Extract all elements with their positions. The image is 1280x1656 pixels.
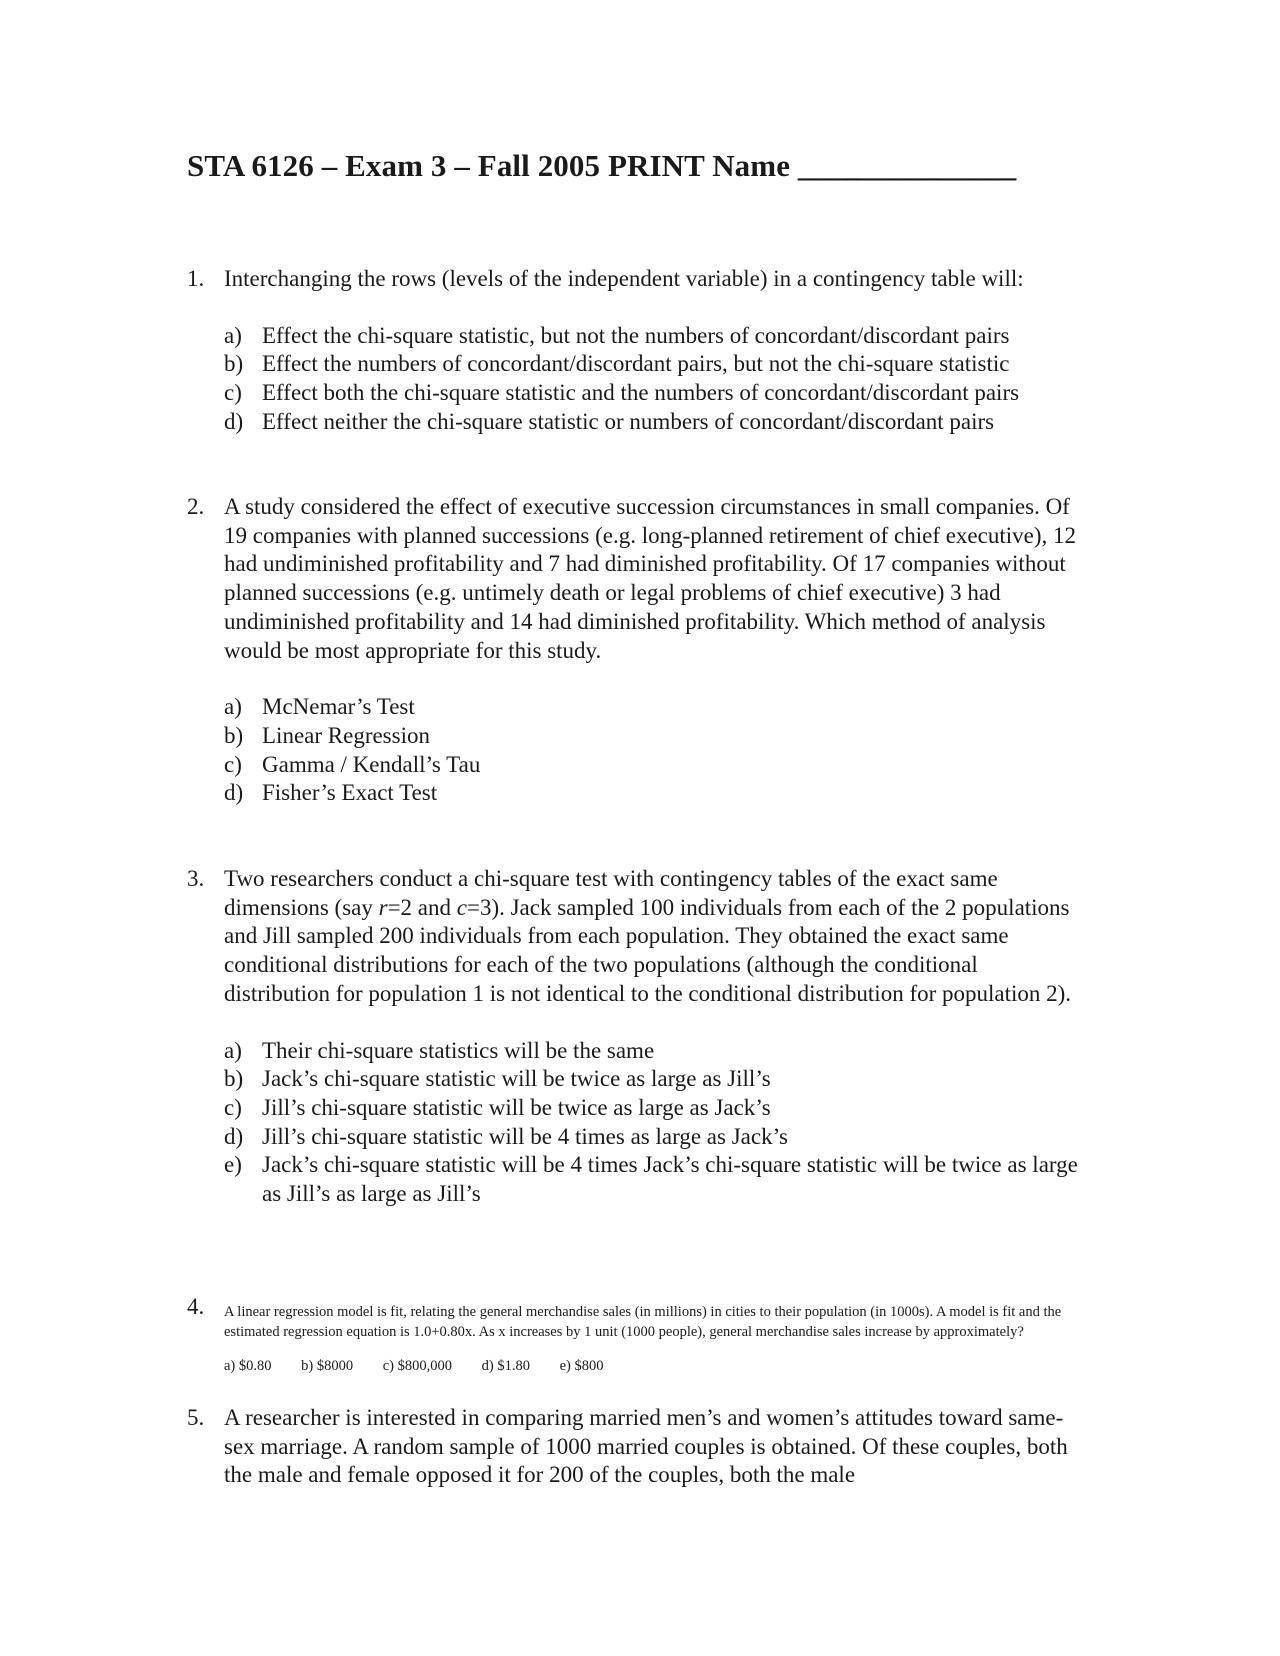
question-number: 5. — [187, 1405, 205, 1430]
question-number: 4. — [187, 1294, 205, 1319]
option-d: d) $1.80 — [481, 1358, 530, 1374]
question-number: 2. — [187, 494, 205, 519]
option-list — [224, 693, 1087, 808]
question-stem: Two researchers conduct a chi-square test with contingency tables of the exact same dimensions (say r=2 and c=3). Jack sampled 100 individuals from each of the 2 populations and Jill sampled 200 individuals from each population. They obtained the exact same conditional distributions for each of the two populations (although the conditional distribution for population 1 is not identical to the conditional distribution for population 2). — [224, 866, 1072, 1006]
question-5 — [187, 1404, 1087, 1490]
option-c: c) Jill’s chi-square statistic will be twice as large as Jack’s — [224, 1094, 771, 1120]
question-stem: A linear regression model is fit, relating the general merchandise sales (in millions) in cities to their population (in 1000s). A model is fit and the estimated regression equation is 1.0+0.80x. As x increases by 1 unit (1000 people), general merchandise sales increase by approximately? — [224, 1304, 1062, 1340]
option-list — [224, 322, 1087, 437]
option-b: b) Jack’s chi-square statistic will be twice as large as Jill’s — [224, 1066, 771, 1092]
question-3 — [187, 865, 1087, 1209]
question-stem: Interchanging the rows (levels of the independent variable) in a contingency table will: — [224, 266, 1024, 291]
option-c: c) Gamma / Kendall’s Tau — [224, 751, 481, 777]
option-e: e) $800 — [559, 1358, 604, 1374]
question-2 — [187, 493, 1087, 808]
option-d: d) Jill’s chi-square statistic will be 4 times as large as Jack’s — [224, 1123, 788, 1149]
question-number: 1. — [187, 266, 205, 291]
question-stem: A researcher is interested in comparing married men’s and women’s attitudes toward same-sex marriage. A random sample of 1000 married couples is obtained. Of these couples, both the male and female opposed it for 200 of the couples, both the male — [224, 1405, 1068, 1488]
option-a: a) $0.80 — [224, 1358, 272, 1374]
option-c: c) $800,000 — [382, 1358, 452, 1374]
option-b: b) Effect the numbers of concordant/discordant pairs, but not the chi-square statistic — [224, 351, 1010, 377]
option-list — [224, 1037, 1087, 1209]
option-b: b) $8000 — [301, 1358, 354, 1374]
option-d: d) Fisher’s Exact Test — [224, 780, 438, 806]
option-a: a) McNemar’s Test — [224, 694, 415, 720]
exam-title: STA 6126 – Exam 3 – Fall 2005 PRINT Name ______________ — [187, 148, 1017, 183]
option-a: a) Their chi-square statistics will be the same — [224, 1037, 655, 1063]
option-e: e) Jack’s chi-square statistic will be 4 times Jack’s chi-square statistic will be twice as large as Jill’s as large as Jill’s — [224, 1152, 1078, 1207]
question-number: 3. — [187, 866, 205, 891]
question-1 — [187, 265, 1087, 437]
option-c: c) Effect both the chi-square statistic and the numbers of concordant/discordant pairs — [224, 380, 1020, 406]
variable-c: c — [456, 894, 467, 920]
question-4 — [187, 1294, 1087, 1377]
option-b: b) Linear Regression — [224, 722, 430, 748]
option-a: a) Effect the chi-square statistic, but not the numbers of concordant/discordant pairs — [224, 322, 1010, 348]
variable-r: r — [378, 894, 388, 920]
question-stem: A study considered the effect of executive succession circumstances in small companies. Of 19 companies with planned successions (e.g. long-planned retirement of chief executive), 12 had undiminished profitability and 7 had diminished profitability. Of 17 companies without planned successions (e.g. untimely death or legal problems of chief executive) 3 had undiminished profitability and 14 had diminished profitability. Which method of analysis would be most appropriate for this study. — [224, 494, 1076, 663]
option-list — [224, 1357, 1087, 1377]
option-d: d) Effect neither the chi-square statistic or numbers of concordant/discordant pairs — [224, 408, 995, 434]
